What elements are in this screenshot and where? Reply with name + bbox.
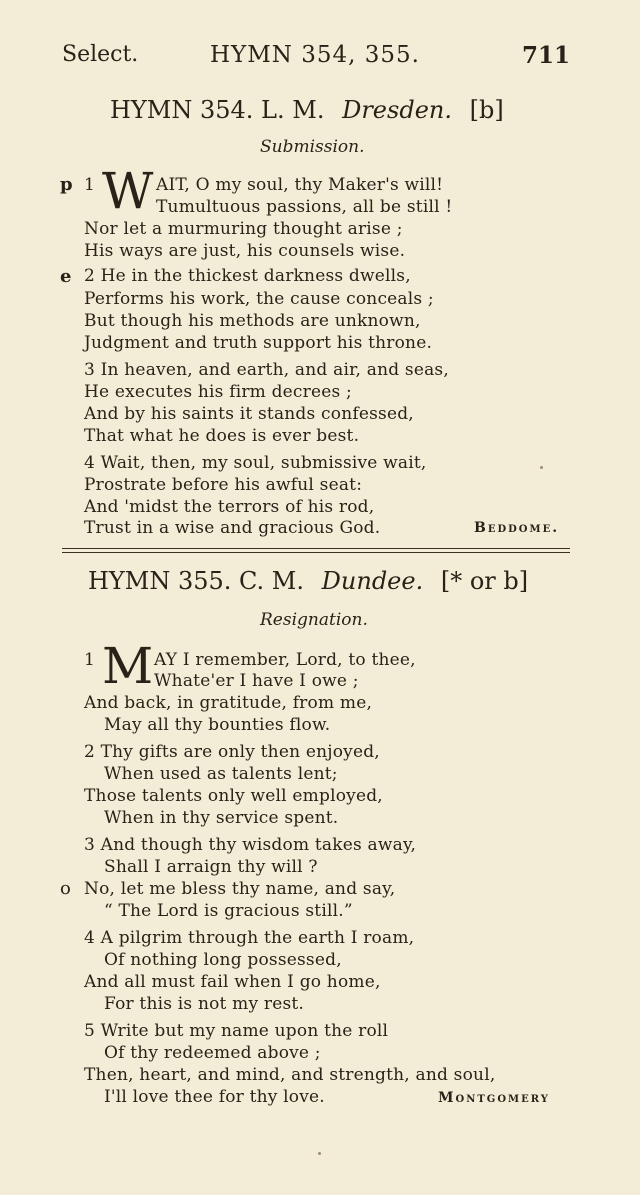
verse-line: Of nothing long possessed, — [104, 950, 342, 970]
hymn-355-subtitle: Resignation. — [260, 610, 368, 630]
verse-line: Whate'er I have I owe ; — [154, 671, 359, 691]
hymn-355-number-meter: HYMN 355. C. M. — [88, 567, 305, 595]
stanza-mark: e — [60, 266, 72, 287]
running-header-title: HYMN 354, 355. — [210, 42, 420, 68]
verse-line: May all thy bounties flow. — [104, 715, 331, 735]
paper-speck — [318, 1152, 321, 1155]
divider-rule — [62, 548, 570, 549]
verse-line: 2 He in the thickest darkness dwells, — [84, 266, 411, 286]
hymn-354-subtitle: Submission. — [260, 137, 365, 157]
verse-line: And by his saints it stands confessed, — [84, 404, 414, 424]
verse-line: 2 Thy gifts are only then enjoyed, — [84, 742, 380, 762]
verse-line: And all must fail when I go home, — [84, 972, 381, 992]
verse-line: For this is not my rest. — [104, 994, 305, 1014]
verse-line: “ The Lord is gracious still.” — [104, 901, 353, 921]
hymn-355-tune: Dundee. — [321, 567, 424, 595]
verse-line: Shall I arraign thy will ? — [104, 857, 318, 877]
verse-line: Of thy redeemed above ; — [104, 1043, 321, 1063]
verse-line: 3 And though thy wisdom takes away, — [84, 835, 417, 855]
stanza-mark: o — [60, 878, 71, 899]
hymn-355-title — [88, 567, 528, 595]
verse-line: When used as talents lent; — [104, 764, 338, 784]
hymn-354-number-meter: HYMN 354. L. M. — [110, 96, 325, 124]
paper-speck — [540, 466, 543, 469]
stanza-number: 1 — [84, 650, 95, 670]
hymn-355-key: [* or b] — [440, 567, 529, 595]
verse-line: AY I remember, Lord, to thee, — [154, 650, 416, 670]
verse-line: Judgment and truth support his throne. — [84, 333, 433, 353]
hymn-354-key: [b] — [469, 96, 504, 124]
verse-line: Nor let a murmuring thought arise ; — [84, 219, 403, 239]
author-credit: Montgomery — [438, 1090, 550, 1106]
author-credit: Beddome. — [474, 520, 560, 536]
verse-line: When in thy service spent. — [104, 808, 339, 828]
verse-line: 3 In heaven, and earth, and air, and seas, — [84, 360, 449, 380]
verse-line: Then, heart, and mind, and strength, and soul, — [84, 1065, 496, 1085]
verse-line: No, let me bless thy name, and say, — [84, 879, 396, 899]
page-number: 711 — [521, 42, 570, 69]
running-header-section: Select. — [62, 42, 139, 67]
verse-line: 4 Wait, then, my soul, submissive wait, — [84, 453, 427, 473]
verse-line: Prostrate before his awful seat: — [84, 475, 363, 495]
drop-cap: M — [102, 637, 154, 695]
verse-line: Tumultuous passions, all be still ! — [156, 197, 453, 217]
verse-line: 4 A pilgrim through the earth I roam, — [84, 928, 415, 948]
divider-rule — [62, 552, 570, 553]
stanza-mark: p — [60, 174, 73, 195]
hymn-354-tune: Dresden. — [342, 96, 452, 124]
verse-line: And back, in gratitude, from me, — [84, 693, 373, 713]
drop-cap: W — [102, 162, 154, 220]
stanza-number: 1 — [84, 175, 95, 195]
verse-line: But though his methods are unknown, — [84, 311, 421, 331]
verse-line: He executes his firm decrees ; — [84, 382, 352, 402]
verse-line: Trust in a wise and gracious God. — [84, 518, 381, 538]
verse-line: I'll love thee for thy love. — [104, 1087, 325, 1107]
verse-line: Those talents only well employed, — [84, 786, 383, 806]
verse-line: And 'midst the terrors of his rod, — [84, 497, 375, 517]
verse-line: His ways are just, his counsels wise. — [84, 241, 406, 261]
verse-line: Performs his work, the cause conceals ; — [84, 289, 434, 309]
hymn-354-title — [110, 96, 504, 124]
verse-line: 5 Write but my name upon the roll — [84, 1021, 389, 1041]
verse-line: That what he does is ever best. — [84, 426, 360, 446]
verse-line: AIT, O my soul, thy Maker's will! — [156, 175, 444, 195]
